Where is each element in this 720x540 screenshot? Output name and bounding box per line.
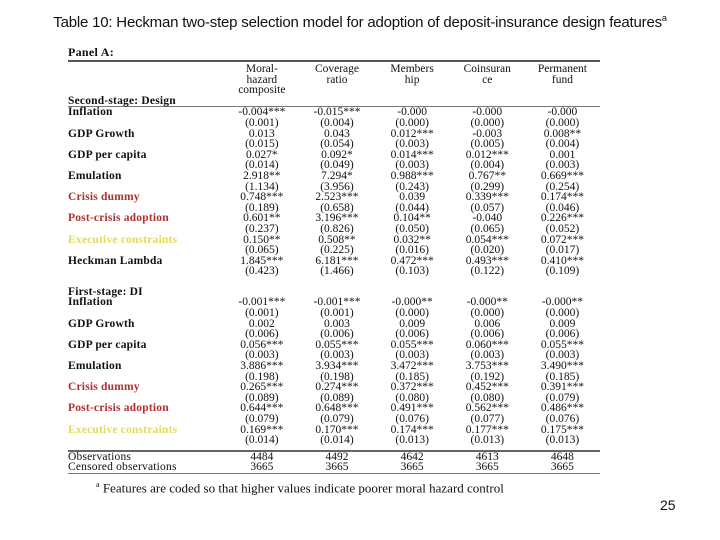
summary-row xyxy=(68,462,600,473)
standard-error-cell: (0.013) xyxy=(395,434,429,447)
row-label: Executive constraints xyxy=(68,423,178,436)
coefficient-cell: 0.104** xyxy=(393,212,431,225)
row-label: Inflation xyxy=(68,106,113,119)
results-table xyxy=(68,62,600,446)
coefficient-cell: 0.012*** xyxy=(390,127,434,140)
standard-error-cell: (0.079) xyxy=(320,413,354,425)
standard-error-cell: (0.192) xyxy=(470,370,505,383)
coefficient-cell: -0.000** xyxy=(466,296,508,309)
standard-error-cell: (0.001) xyxy=(245,116,279,129)
row-label: GDP per capita xyxy=(68,338,147,351)
coefficient-cell: 0.493*** xyxy=(465,254,509,267)
coefficient-cell: 0.055*** xyxy=(315,338,359,351)
standard-error-cell: (0.006) xyxy=(395,328,429,341)
coefficient-cell: 0.054*** xyxy=(465,233,509,246)
standard-error-cell: (0.003) xyxy=(320,349,354,362)
page-number: 25 xyxy=(660,497,676,513)
row-label: GDP per capita xyxy=(68,148,147,161)
section-heading-first-stage: First-stage: DI xyxy=(68,285,143,298)
standard-error-cell: (0.003) xyxy=(395,138,429,151)
standard-error-cell: (0.054) xyxy=(320,138,354,151)
standard-error-cell: (0.020) xyxy=(470,244,505,257)
standard-error-cell: (0.001) xyxy=(245,307,279,320)
standard-error-cell: (0.089) xyxy=(320,391,354,404)
coefficient-cell: 0.032** xyxy=(393,233,431,246)
standard-error-cell: (0.080) xyxy=(395,391,429,404)
standard-error-cell: (0.017) xyxy=(545,244,580,257)
summary-value: 4613 xyxy=(475,450,499,463)
summary-value: 3665 xyxy=(550,461,574,474)
coefficient-cell: 0.491*** xyxy=(390,402,434,415)
summary-table xyxy=(68,452,600,473)
standard-error-cell: (0.122) xyxy=(470,265,505,278)
standard-error-cell: (0.243) xyxy=(395,180,429,193)
coefficient-cell: 0.174*** xyxy=(390,423,434,436)
row-label: Inflation xyxy=(68,296,113,309)
coefficient-cell: 0.175*** xyxy=(540,423,584,436)
standard-error-cell: (0.004) xyxy=(320,116,354,129)
summary-value: 3665 xyxy=(250,461,274,474)
coefficient-cell: 0.274*** xyxy=(315,381,359,394)
coefficient-cell: 0.169*** xyxy=(240,423,284,436)
standard-error-cell: (0.237) xyxy=(245,222,279,235)
coefficient-cell: 0.060*** xyxy=(465,338,509,351)
coefficient-cell: 0.601** xyxy=(243,212,281,225)
coefficient-cell: 0.562*** xyxy=(465,402,509,415)
coefficient-cell: 0.410*** xyxy=(540,254,584,267)
coefficient-cell: 0.009 xyxy=(549,317,576,330)
table-row-se xyxy=(68,224,600,235)
standard-error-cell: (0.003) xyxy=(395,349,429,362)
standard-error-cell: (0.189) xyxy=(245,201,279,214)
column-header: Coinsuran ce xyxy=(463,63,511,86)
coefficient-cell: 3.753*** xyxy=(465,360,509,373)
spacer xyxy=(68,277,600,287)
standard-error-cell: (0.057) xyxy=(470,201,505,214)
table-row xyxy=(68,171,600,182)
column-header-row xyxy=(68,62,600,96)
summary-value: 3665 xyxy=(325,461,349,474)
regression-table xyxy=(68,46,600,474)
standard-error-cell: (0.198) xyxy=(245,370,279,383)
standard-error-cell: (0.014) xyxy=(320,434,354,447)
row-label: Crisis dummy xyxy=(68,191,140,204)
standard-error-cell: (0.423) xyxy=(245,265,279,278)
row-label: Emulation xyxy=(68,169,122,182)
standard-error-cell: (0.004) xyxy=(545,138,580,151)
coefficient-cell: 0.039 xyxy=(399,191,426,204)
summary-value: 4642 xyxy=(400,450,424,463)
column-header: Members hip xyxy=(390,63,434,86)
coefficient-cell: 0.391*** xyxy=(540,381,584,394)
table-row-se xyxy=(68,435,600,446)
standard-error-cell: (0.185) xyxy=(395,370,429,383)
footnote-marker: a xyxy=(96,480,100,489)
coefficient-cell: 3.472*** xyxy=(390,360,434,373)
standard-error-cell: (0.109) xyxy=(545,265,580,278)
standard-error-cell: (0.013) xyxy=(545,434,580,447)
coefficient-cell: 0.043 xyxy=(324,127,350,140)
coefficient-cell: -0.001*** xyxy=(238,296,286,309)
coefficient-cell: 0.009 xyxy=(399,317,426,330)
table-title-text: Table 10: Heckman two-step selection model for adoption of deposit-insurance design features xyxy=(53,14,662,31)
coefficient-cell: 0.001 xyxy=(549,148,576,161)
standard-error-cell: (0.000) xyxy=(470,116,505,129)
summary-value: 3665 xyxy=(475,461,499,474)
row-label: GDP Growth xyxy=(68,317,135,330)
summary-value: 4648 xyxy=(550,450,574,463)
standard-error-cell: (0.079) xyxy=(545,391,580,404)
standard-error-cell: (0.299) xyxy=(470,180,505,193)
summary-label: Observations xyxy=(68,450,132,463)
coefficient-cell: 7.294* xyxy=(321,169,353,182)
coefficient-cell: 3.886*** xyxy=(240,360,284,373)
coefficient-cell: 0.648*** xyxy=(315,402,359,415)
coefficient-cell: -0.000** xyxy=(541,296,584,309)
standard-error-cell: (0.103) xyxy=(395,265,429,278)
coefficient-cell: 0.012*** xyxy=(465,148,509,161)
coefficient-cell: -0.000 xyxy=(472,106,503,119)
coefficient-cell: 2.523*** xyxy=(315,191,359,204)
second-stage-rows xyxy=(68,107,600,277)
coefficient-cell: 0.486*** xyxy=(540,402,584,415)
standard-error-cell: (0.003) xyxy=(545,349,580,362)
standard-error-cell: (0.225) xyxy=(320,244,354,257)
standard-error-cell: (0.000) xyxy=(545,116,580,129)
coefficient-cell: -0.000 xyxy=(547,106,578,119)
standard-error-cell: (0.006) xyxy=(545,328,580,341)
row-label: Post-crisis adoption xyxy=(68,402,169,415)
standard-error-cell: (0.015) xyxy=(245,138,279,151)
coefficient-cell: 0.177*** xyxy=(465,423,509,436)
coefficient-cell: 0.988*** xyxy=(390,169,434,182)
summary-value: 4484 xyxy=(250,450,274,463)
standard-error-cell: (0.006) xyxy=(470,328,505,341)
table-row-se xyxy=(68,266,600,277)
panel-label: Panel A: xyxy=(68,45,115,59)
row-label: Executive constraints xyxy=(68,233,178,246)
coefficient-cell: 0.339*** xyxy=(465,191,509,204)
coefficient-cell: 6.181*** xyxy=(315,254,359,267)
standard-error-cell: (0.049) xyxy=(320,159,354,172)
coefficient-cell: 0.027* xyxy=(246,148,278,161)
coefficient-cell: 0.013 xyxy=(248,127,275,140)
footnote-text: Features are coded so that higher values indicate poorer moral hazard control xyxy=(102,480,504,496)
coefficient-cell: 0.767** xyxy=(468,169,506,182)
coefficient-cell: 0.170*** xyxy=(315,423,359,436)
coefficient-cell: -0.000 xyxy=(397,106,427,119)
coefficient-cell: 0.174*** xyxy=(540,191,584,204)
first-stage-rows xyxy=(68,297,600,445)
standard-error-cell: (0.076) xyxy=(395,413,429,425)
coefficient-cell: -0.003 xyxy=(472,127,503,140)
coefficient-cell: 0.003 xyxy=(324,317,350,330)
standard-error-cell: (0.826) xyxy=(320,222,354,235)
standard-error-cell: (3.956) xyxy=(320,180,354,193)
standard-error-cell: (0.185) xyxy=(545,370,580,383)
coefficient-cell: 0.072*** xyxy=(540,233,584,246)
coefficient-cell: 0.372*** xyxy=(390,381,434,394)
coefficient-cell: 3.196*** xyxy=(315,212,359,225)
column-header: Coverage ratio xyxy=(314,63,360,86)
standard-error-cell: (0.198) xyxy=(320,370,354,383)
standard-error-cell: (0.089) xyxy=(245,391,279,404)
coefficient-cell: -0.040 xyxy=(472,212,503,225)
coefficient-cell: 0.748*** xyxy=(240,191,284,204)
standard-error-cell: (0.016) xyxy=(395,244,429,257)
coefficient-cell: 0.002 xyxy=(248,317,275,330)
coefficient-cell: -0.000** xyxy=(391,296,433,309)
standard-error-cell: (0.000) xyxy=(545,307,580,320)
standard-error-cell: (0.014) xyxy=(245,159,279,172)
summary-value: 4492 xyxy=(325,450,349,463)
standard-error-cell: (0.050) xyxy=(395,222,429,235)
standard-error-cell: (0.005) xyxy=(470,138,505,151)
row-label: Emulation xyxy=(68,360,122,373)
coefficient-cell: 0.006 xyxy=(474,317,501,330)
standard-error-cell: (0.006) xyxy=(245,328,279,341)
row-label: GDP Growth xyxy=(68,127,135,140)
summary-label: Censored observations xyxy=(68,461,177,474)
row-label: Heckman Lambda xyxy=(68,254,163,267)
column-header: Moral- hazard composite xyxy=(238,63,286,97)
standard-error-cell: (0.658) xyxy=(320,201,354,214)
coefficient-cell: -0.015*** xyxy=(313,106,361,119)
coefficient-cell: 0.008** xyxy=(543,127,582,140)
section-heading-second-stage: Second-stage: Design xyxy=(68,96,600,107)
standard-error-cell: (0.046) xyxy=(545,201,580,214)
coefficient-cell: 0.226*** xyxy=(540,212,584,225)
standard-error-cell: (1.134) xyxy=(245,180,279,193)
row-label: Post-crisis adoption xyxy=(68,212,169,225)
standard-error-cell: (0.052) xyxy=(545,222,580,235)
coefficient-cell: -0.004*** xyxy=(238,106,286,119)
summary-value: 3665 xyxy=(400,461,424,474)
standard-error-cell: (0.044) xyxy=(395,201,429,214)
coefficient-cell: 0.055*** xyxy=(390,338,434,351)
coefficient-cell: 0.669*** xyxy=(540,169,584,182)
row-label: Crisis dummy xyxy=(68,381,140,394)
standard-error-cell: (0.065) xyxy=(245,244,279,257)
coefficient-cell: 0.150** xyxy=(243,233,281,246)
standard-error-cell: (0.001) xyxy=(320,307,354,320)
coefficient-cell: 0.265*** xyxy=(240,381,284,394)
standard-error-cell: (0.003) xyxy=(395,159,429,172)
coefficient-cell: 0.452*** xyxy=(465,381,509,394)
standard-error-cell: (0.003) xyxy=(470,349,505,362)
coefficient-cell: -0.001*** xyxy=(313,296,361,309)
standard-error-cell: (1.466) xyxy=(320,265,354,278)
standard-error-cell: (0.254) xyxy=(545,180,580,193)
standard-error-cell: (0.006) xyxy=(320,328,354,341)
table-row-se xyxy=(68,414,600,425)
coefficient-cell: 1.845*** xyxy=(240,254,284,267)
standard-error-cell: (0.003) xyxy=(245,349,279,362)
coefficient-cell: 0.644*** xyxy=(240,402,284,415)
footnote xyxy=(96,480,504,496)
coefficient-cell: 0.092* xyxy=(321,148,353,161)
table-row-se xyxy=(68,118,600,129)
title-superscript: a xyxy=(661,13,667,23)
bottom-rule xyxy=(68,473,600,474)
coefficient-cell: 0.056*** xyxy=(240,338,284,351)
coefficient-cell: 0.472*** xyxy=(390,254,434,267)
coefficient-cell: 3.934*** xyxy=(315,360,359,373)
standard-error-cell: (0.000) xyxy=(395,307,429,320)
standard-error-cell: (0.079) xyxy=(245,413,279,425)
coefficient-cell: 2.918** xyxy=(243,169,281,182)
standard-error-cell: (0.000) xyxy=(470,307,505,320)
coefficient-cell: 0.055*** xyxy=(540,338,584,351)
standard-error-cell: (0.003) xyxy=(545,159,580,172)
standard-error-cell: (0.080) xyxy=(470,391,505,404)
coefficient-cell: 3.490*** xyxy=(540,360,584,373)
coefficient-cell: 0.508** xyxy=(318,233,356,246)
standard-error-cell: (0.065) xyxy=(470,222,505,235)
standard-error-cell: (0.076) xyxy=(545,413,580,425)
standard-error-cell: (0.077) xyxy=(470,413,505,425)
table-title xyxy=(0,13,720,31)
standard-error-cell: (0.000) xyxy=(395,116,429,129)
coefficient-cell: 0.014*** xyxy=(390,148,434,161)
column-header: Permanent fund xyxy=(537,63,588,86)
standard-error-cell: (0.004) xyxy=(470,159,505,172)
standard-error-cell: (0.014) xyxy=(245,434,279,447)
standard-error-cell: (0.013) xyxy=(470,434,505,447)
